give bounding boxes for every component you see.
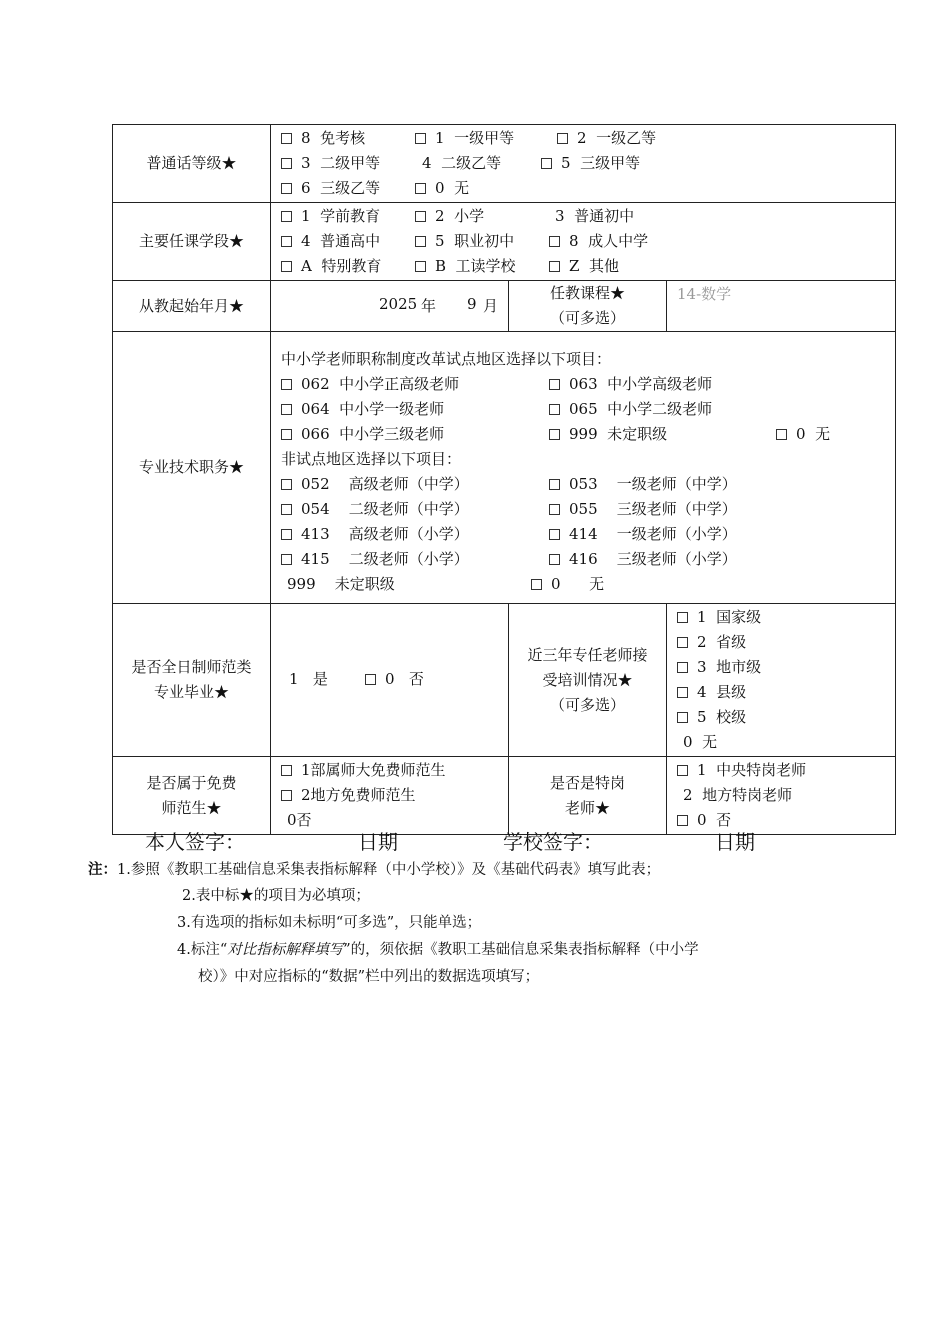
note-3: 3.有选项的指标如未标明“可多选”，只能单选；: [177, 915, 482, 931]
special-options: [667, 757, 896, 835]
option-title-066[interactable]: 066 中小学三级老师: [281, 422, 444, 447]
checkbox-icon[interactable]: [776, 429, 787, 440]
option-putonghua-2[interactable]: 2 一级乙等: [557, 126, 656, 151]
start-date-label: 从教起始年月★: [113, 281, 271, 332]
notes-prefix: 注：: [88, 861, 117, 878]
option-stage-8[interactable]: 8 成人中学: [549, 229, 648, 254]
training-label-line3: （可多选）: [549, 695, 625, 714]
option-free-2[interactable]: 2地方免费师范生: [281, 783, 508, 808]
course-value[interactable]: 14-数学: [677, 285, 732, 303]
option-normal-no[interactable]: 0 否: [365, 668, 424, 689]
date-label-2: 日期: [715, 830, 755, 854]
checkbox-icon[interactable]: [557, 133, 568, 144]
title-label: 专业技术职务★: [113, 332, 271, 604]
start-month[interactable]: 9: [467, 295, 477, 313]
option-title-413[interactable]: 413 高级老师（小学）: [281, 522, 469, 547]
option-training-3[interactable]: 3 地市级: [677, 655, 895, 680]
free-label-line2: 师范生★: [161, 798, 222, 817]
checkbox-icon[interactable]: [281, 504, 292, 515]
option-putonghua-8[interactable]: 8 免考核: [281, 126, 365, 151]
option-title-999b[interactable]: 999 未定职级: [287, 575, 395, 593]
option-stage-5[interactable]: 5 职业初中: [415, 229, 514, 254]
normal-options: [271, 604, 509, 757]
checkbox-icon[interactable]: [531, 579, 542, 590]
free-options: [271, 757, 509, 835]
option-free-0[interactable]: 0否: [287, 811, 312, 829]
checkbox-icon[interactable]: [549, 479, 560, 490]
note-1: 1.参照《教职工基础信息采集表指标解释（中小学校）》及《基础代码表》填写此表；: [117, 862, 661, 878]
checkbox-icon[interactable]: [281, 404, 292, 415]
stage-label: 主要任课学段★: [113, 203, 271, 281]
option-title-063[interactable]: 063 中小学高级老师: [549, 372, 712, 397]
option-title-065[interactable]: 065 中小学二级老师: [549, 397, 712, 422]
note-2: 2.表中标★的项目为必填项；: [182, 888, 370, 904]
training-label: [509, 604, 667, 757]
normal-label-line2: 专业毕业★: [153, 683, 229, 701]
option-stage-2[interactable]: 2 小学: [415, 204, 484, 229]
option-title-414[interactable]: 414 一级老师（小学）: [549, 522, 737, 547]
course-label: [509, 281, 667, 332]
special-label-line1: 是否是特岗: [549, 773, 625, 792]
checkbox-icon[interactable]: [365, 674, 376, 685]
option-training-1[interactable]: 1 国家级: [677, 605, 895, 630]
option-stage-3[interactable]: 3 普通初中: [555, 207, 635, 225]
course-label-line1: 任教课程★: [549, 284, 625, 302]
free-label: [113, 757, 271, 835]
option-stage-1[interactable]: 1 学前教育: [281, 204, 380, 229]
start-year[interactable]: 2025: [379, 295, 418, 313]
option-putonghua-0[interactable]: 0 无: [415, 176, 469, 201]
checkbox-icon[interactable]: [415, 211, 426, 222]
stage-options: [271, 203, 896, 281]
checkbox-icon[interactable]: [281, 429, 292, 440]
note-4-part2: ”的，须依据《教职工基础信息采集表指标解释（中小学: [343, 942, 699, 958]
checkbox-icon[interactable]: [549, 404, 560, 415]
option-putonghua-4[interactable]: 4 二级乙等: [422, 154, 502, 172]
option-title-054[interactable]: 054 二级老师（中学）: [281, 497, 469, 522]
checkbox-icon[interactable]: [415, 261, 426, 272]
training-label-line1: 近三年专任老师接: [527, 645, 648, 664]
option-title-999[interactable]: 999 未定职级: [549, 422, 667, 447]
date-label-1: 日期: [358, 830, 398, 854]
option-stage-4[interactable]: 4 普通高中: [281, 229, 380, 254]
course-field[interactable]: [667, 281, 896, 332]
checkbox-icon[interactable]: [415, 236, 426, 247]
special-label: [509, 757, 667, 835]
option-special-1[interactable]: 1 中央特岗老师: [677, 758, 895, 783]
option-putonghua-6[interactable]: 6 三级乙等: [281, 176, 380, 201]
option-putonghua-3[interactable]: 3 二级甲等: [281, 151, 380, 176]
checkbox-icon[interactable]: [281, 379, 292, 390]
note-4-cont: 校）》中对应指标的“数据”栏中列出的数据选项填写；: [198, 969, 540, 985]
start-month-unit: 月: [483, 297, 499, 315]
option-title-416[interactable]: 416 三级老师（小学）: [549, 547, 737, 572]
pilot-heading: 中小学老师职称制度改革试点地区选择以下项目：: [281, 350, 612, 368]
title-options: [271, 332, 896, 604]
option-putonghua-1[interactable]: 1 一级甲等: [415, 126, 514, 151]
note-4-emphasis: 对比指标解释填写: [227, 942, 344, 958]
checkbox-icon[interactable]: [549, 504, 560, 515]
free-label-line1: 是否属于免费: [146, 773, 237, 792]
checkbox-icon[interactable]: [281, 158, 292, 169]
checkbox-icon[interactable]: [415, 133, 426, 144]
option-title-055[interactable]: 055 三级老师（中学）: [549, 497, 737, 522]
checkbox-icon[interactable]: [677, 612, 688, 623]
normal-label: [113, 604, 271, 757]
school-signature-label: 学校签字：: [503, 830, 603, 854]
option-training-0[interactable]: 0 无: [683, 733, 718, 751]
checkbox-icon[interactable]: [549, 554, 560, 565]
notes-line-1: [88, 857, 660, 883]
option-training-2[interactable]: 2 省级: [677, 630, 895, 655]
checkbox-icon[interactable]: [281, 479, 292, 490]
checkbox-icon[interactable]: [281, 529, 292, 540]
training-label-line2: 受培训情况★: [542, 670, 633, 689]
note-4-part1: 4.标注“: [177, 942, 228, 958]
checkbox-icon[interactable]: [549, 379, 560, 390]
checkbox-icon[interactable]: [281, 183, 292, 194]
option-normal-yes[interactable]: 1 是: [289, 670, 328, 688]
checkbox-icon[interactable]: [677, 765, 688, 776]
checkbox-icon[interactable]: [281, 261, 292, 272]
checkbox-icon[interactable]: [677, 815, 688, 826]
option-training-5[interactable]: 5 校级: [677, 705, 895, 730]
checkbox-icon[interactable]: [281, 236, 292, 247]
checkbox-icon[interactable]: [677, 637, 688, 648]
checkbox-icon[interactable]: [415, 183, 426, 194]
option-title-053[interactable]: 053 一级老师（中学）: [549, 472, 737, 497]
teacher-info-form: [112, 124, 896, 835]
checkbox-icon[interactable]: [677, 712, 688, 723]
start-date-field[interactable]: [271, 281, 509, 332]
normal-label-line1: 是否全日制师范类: [131, 658, 252, 676]
checkbox-icon[interactable]: [549, 236, 560, 247]
option-title-052[interactable]: 052 高级老师（中学）: [281, 472, 469, 497]
special-label-line2: 老师★: [564, 798, 610, 817]
checkbox-icon[interactable]: [549, 429, 560, 440]
putonghua-options: [271, 125, 896, 203]
option-stage-z[interactable]: Z 其他: [549, 254, 619, 279]
notes-line-4: [177, 938, 699, 963]
checkbox-icon[interactable]: [281, 554, 292, 565]
checkbox-icon[interactable]: [281, 211, 292, 222]
option-title-064[interactable]: 064 中小学一级老师: [281, 397, 444, 422]
checkbox-icon[interactable]: [549, 529, 560, 540]
start-year-unit: 年: [421, 297, 437, 315]
option-special-0[interactable]: 0 否: [677, 808, 895, 833]
option-title-0[interactable]: 0 无: [776, 422, 830, 447]
checkbox-icon[interactable]: [541, 158, 552, 169]
checkbox-icon[interactable]: [677, 687, 688, 698]
nonpilot-heading: 非试点地区选择以下项目：: [281, 450, 462, 468]
option-title-415[interactable]: 415 二级老师（小学）: [281, 547, 469, 572]
option-stage-b[interactable]: B 工读学校: [415, 254, 516, 279]
option-special-2[interactable]: 2 地方特岗老师: [683, 786, 793, 804]
option-title-0b[interactable]: 0 无: [531, 572, 604, 597]
putonghua-label: 普通话等级★: [113, 125, 271, 203]
checkbox-icon[interactable]: [281, 133, 292, 144]
training-options: [667, 604, 896, 757]
option-putonghua-5[interactable]: 5 三级甲等: [541, 151, 640, 176]
self-signature-label: 本人签字：: [145, 830, 245, 854]
option-stage-a[interactable]: A 特别教育: [281, 254, 381, 279]
checkbox-icon[interactable]: [281, 790, 292, 801]
checkbox-icon[interactable]: [549, 261, 560, 272]
checkbox-icon[interactable]: [677, 662, 688, 673]
checkbox-icon[interactable]: [281, 765, 292, 776]
option-title-062[interactable]: 062 中小学正高级老师: [281, 372, 459, 397]
course-label-line2: （可多选）: [549, 309, 625, 327]
option-free-1[interactable]: 1部属师大免费师范生: [281, 758, 508, 783]
option-training-4[interactable]: 4 县级: [677, 680, 895, 705]
